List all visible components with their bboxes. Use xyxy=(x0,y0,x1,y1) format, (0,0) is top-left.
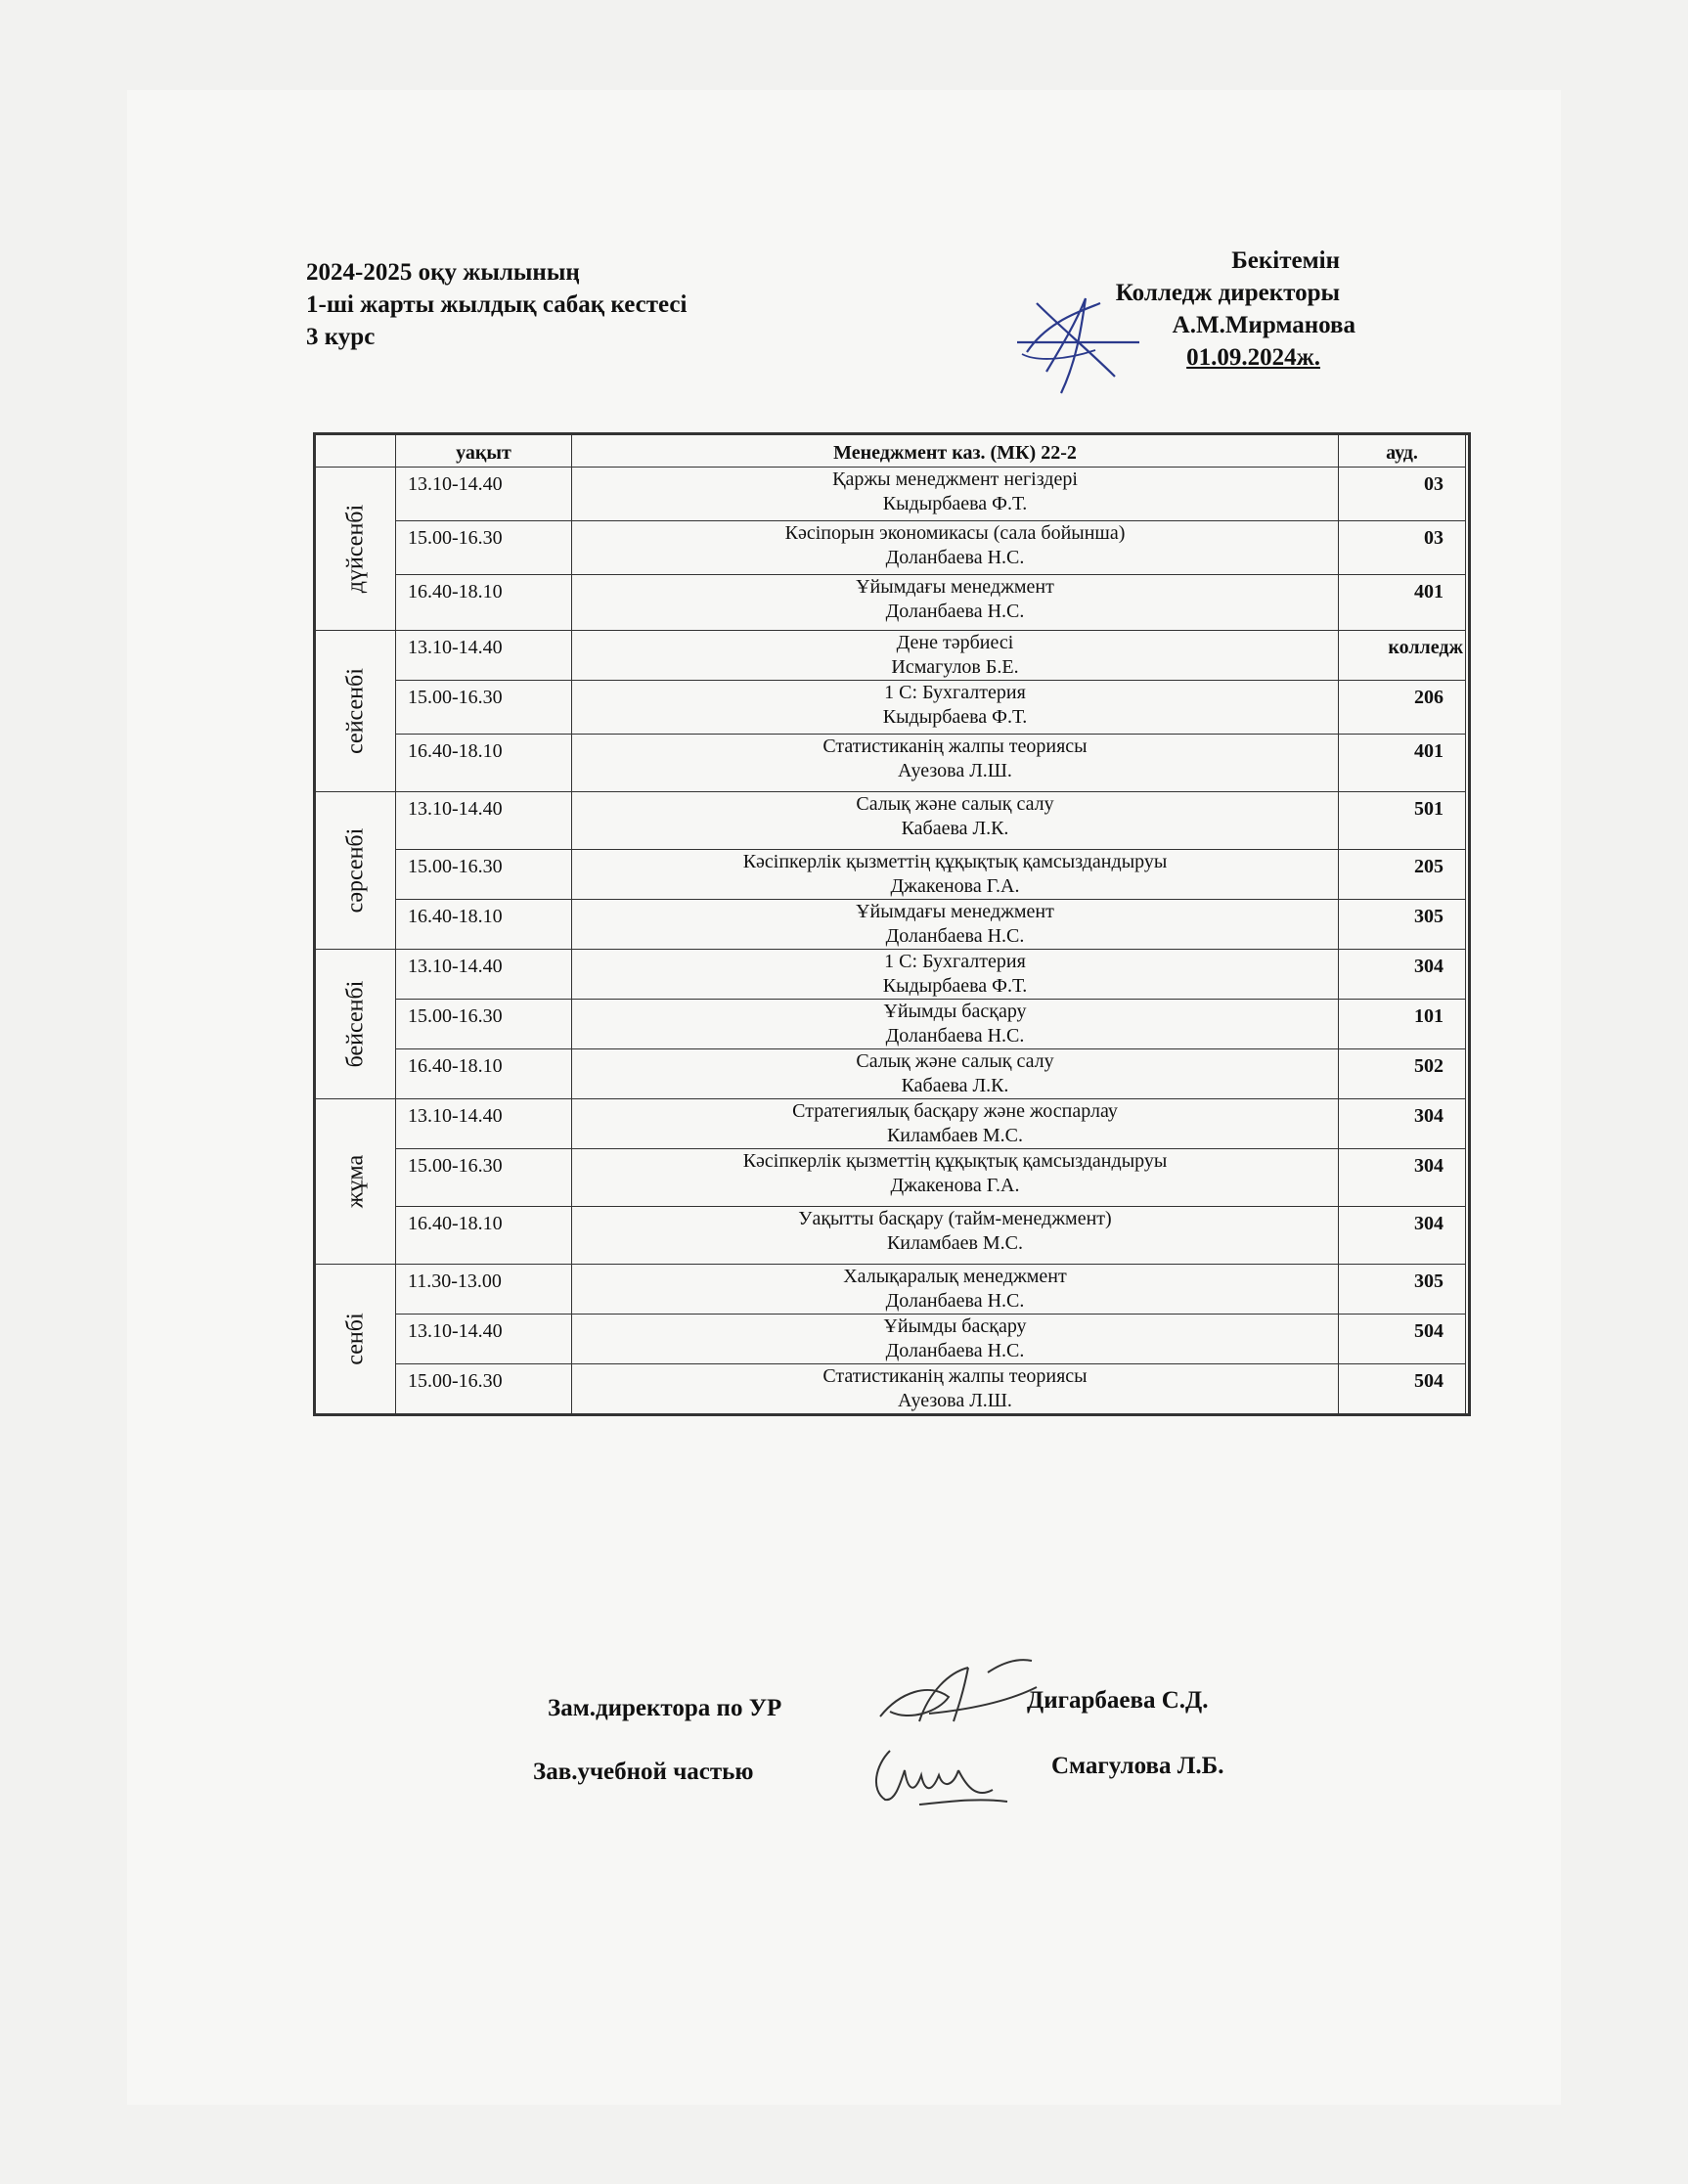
day-cell xyxy=(316,1099,396,1265)
lesson-teacher: Доланбаева Н.С. xyxy=(885,1340,1025,1361)
day-label: дүйсенбі xyxy=(342,504,368,594)
lesson-teacher: Кыдырбаева Ф.Т. xyxy=(882,493,1028,514)
lesson-cell xyxy=(572,792,1339,850)
header-group: Менеджмент каз. (МК) 22-2 xyxy=(572,435,1339,468)
lesson-subject: Ұйымдағы менеджмент xyxy=(856,901,1054,922)
lesson-room: 504 xyxy=(1339,1315,1466,1364)
lesson-subject: Салық және салық салу xyxy=(856,1050,1054,1072)
lesson-cell xyxy=(572,1315,1339,1364)
schedule-body xyxy=(316,468,1466,1414)
lesson-teacher: Доланбаева Н.С. xyxy=(885,601,1025,622)
director-title: Колледж директоры xyxy=(1115,280,1340,306)
lesson-time: 15.00-16.30 xyxy=(396,521,572,575)
lesson-subject: Халықаралық менеджмент xyxy=(843,1266,1067,1287)
lesson-time: 13.10-14.40 xyxy=(396,792,572,850)
table-row xyxy=(316,792,1466,850)
table-row xyxy=(316,681,1466,735)
lesson-cell xyxy=(572,950,1339,1000)
lesson-teacher: Ауезова Л.Ш. xyxy=(898,1390,1012,1411)
day-label: жұма xyxy=(342,1154,368,1209)
lesson-teacher: Кыдырбаева Ф.Т. xyxy=(882,706,1028,728)
lesson-subject: 1 С: Бухгалтерия xyxy=(884,951,1026,972)
table-row xyxy=(316,1315,1466,1364)
lesson-cell xyxy=(572,1049,1339,1099)
lesson-subject: Кәсіпкерлік қызметтің құқықтық қамсыздандыруы xyxy=(742,851,1168,872)
lesson-room: 304 xyxy=(1339,1099,1466,1149)
header-time: уақыт xyxy=(396,435,572,468)
table-row xyxy=(316,1364,1466,1414)
lesson-time: 16.40-18.10 xyxy=(396,900,572,950)
lesson-subject: Ұйымдағы менеджмент xyxy=(856,576,1054,598)
lesson-room: 504 xyxy=(1339,1364,1466,1414)
lesson-subject: Ұйымды басқару xyxy=(883,1001,1027,1022)
table-row xyxy=(316,1207,1466,1265)
lesson-teacher: Киламбаев М.С. xyxy=(886,1232,1024,1254)
day-label: сейсенбі xyxy=(342,668,368,754)
lesson-time: 16.40-18.10 xyxy=(396,1049,572,1099)
lesson-cell xyxy=(572,1364,1339,1414)
lesson-room: 03 xyxy=(1339,468,1466,521)
lesson-teacher: Джакенова Г.А. xyxy=(890,1175,1020,1196)
lesson-teacher: Доланбаева Н.С. xyxy=(885,547,1025,568)
table-row xyxy=(316,950,1466,1000)
lesson-subject: Стратегиялық басқару және жоспарлау xyxy=(792,1100,1118,1122)
director-signature-icon xyxy=(1007,284,1144,401)
lesson-time: 15.00-16.30 xyxy=(396,681,572,735)
lesson-cell xyxy=(572,735,1339,792)
lesson-teacher: Киламбаев М.С. xyxy=(886,1125,1024,1146)
table-row xyxy=(316,631,1466,681)
day-label: сәрсенбі xyxy=(342,827,368,914)
lesson-cell xyxy=(572,1000,1339,1049)
lesson-room: 03 xyxy=(1339,521,1466,575)
lesson-cell xyxy=(572,1265,1339,1315)
table-row xyxy=(316,735,1466,792)
lesson-room: 401 xyxy=(1339,735,1466,792)
lesson-teacher: Ауезова Л.Ш. xyxy=(898,760,1012,781)
lesson-room: 101 xyxy=(1339,1000,1466,1049)
table-row xyxy=(316,1099,1466,1149)
day-label: бейсенбі xyxy=(342,980,368,1068)
lesson-subject: Статистиканің жалпы теориясы xyxy=(822,1365,1088,1387)
day-cell xyxy=(316,950,396,1099)
lesson-cell xyxy=(572,850,1339,900)
lesson-room: 502 xyxy=(1339,1049,1466,1099)
lesson-subject: Дене тәрбиесі xyxy=(896,632,1014,653)
lesson-time: 13.10-14.40 xyxy=(396,1099,572,1149)
lesson-teacher: Исмагулов Б.Е. xyxy=(891,656,1019,678)
director-name: А.М.Мирманова xyxy=(1172,312,1355,338)
table-row xyxy=(316,521,1466,575)
lesson-time: 15.00-16.30 xyxy=(396,1000,572,1049)
lesson-subject: Статистиканің жалпы теориясы xyxy=(822,735,1088,757)
lesson-teacher: Доланбаева Н.С. xyxy=(885,925,1025,947)
lesson-room: 304 xyxy=(1339,1207,1466,1265)
lesson-cell xyxy=(572,468,1339,521)
deputy-name: Дигарбаева С.Д. xyxy=(1027,1687,1209,1714)
day-cell xyxy=(316,792,396,950)
lesson-time: 13.10-14.40 xyxy=(396,950,572,1000)
table-header-row xyxy=(316,435,1466,468)
lesson-subject: 1 С: Бухгалтерия xyxy=(884,682,1026,703)
lesson-room: 206 xyxy=(1339,681,1466,735)
title-line-course: 3 курс xyxy=(306,324,376,350)
lesson-room: 401 xyxy=(1339,575,1466,631)
deputy-title: Зам.директора по УР xyxy=(548,1695,782,1721)
lesson-cell xyxy=(572,575,1339,631)
lesson-room: 501 xyxy=(1339,792,1466,850)
lesson-room: 305 xyxy=(1339,900,1466,950)
lesson-teacher: Доланбаева Н.С. xyxy=(885,1290,1025,1312)
lesson-cell xyxy=(572,631,1339,681)
lesson-room: 205 xyxy=(1339,850,1466,900)
lesson-cell xyxy=(572,900,1339,950)
lesson-subject: Кәсіпкерлік қызметтің құқықтық қамсыздандыруы xyxy=(742,1150,1168,1172)
header-room: ауд. xyxy=(1339,435,1466,468)
head-signature-icon xyxy=(861,1731,1027,1819)
table-row xyxy=(316,575,1466,631)
table-row xyxy=(316,468,1466,521)
day-cell xyxy=(316,468,396,631)
table-row xyxy=(316,1049,1466,1099)
day-cell xyxy=(316,1265,396,1414)
lesson-subject: Ұйымды басқару xyxy=(883,1315,1027,1337)
lesson-subject: Қаржы менеджмент негіздері xyxy=(832,468,1078,490)
lesson-time: 15.00-16.30 xyxy=(396,1364,572,1414)
lesson-subject: Кәсіпорын экономикасы (сала бойынша) xyxy=(784,522,1126,544)
lesson-time: 11.30-13.00 xyxy=(396,1265,572,1315)
lesson-room: 304 xyxy=(1339,1149,1466,1207)
lesson-room: 305 xyxy=(1339,1265,1466,1315)
schedule-title-block xyxy=(306,256,687,353)
table-row xyxy=(316,1149,1466,1207)
head-name: Смагулова Л.Б. xyxy=(1051,1753,1224,1779)
lesson-subject: Салық және салық салу xyxy=(856,793,1054,815)
day-cell xyxy=(316,631,396,792)
table-row xyxy=(316,1000,1466,1049)
lesson-time: 13.10-14.40 xyxy=(396,468,572,521)
table-row xyxy=(316,900,1466,950)
lesson-subject: Уақытты басқару (тайм-менеджмент) xyxy=(798,1208,1112,1229)
title-line-semester: 1-ші жарты жылдық сабақ кестесі xyxy=(306,291,688,318)
table-row xyxy=(316,850,1466,900)
day-label: сенбі xyxy=(342,1313,368,1365)
schedule-table xyxy=(315,434,1466,1414)
table-row xyxy=(316,1265,1466,1315)
approval-label: Бекітемін xyxy=(1231,247,1340,274)
approval-date: 01.09.2024ж. xyxy=(1186,344,1320,371)
lesson-teacher: Джакенова Г.А. xyxy=(890,875,1020,897)
head-title: Зав.учебной частью xyxy=(533,1759,754,1785)
lesson-time: 13.10-14.40 xyxy=(396,631,572,681)
lesson-cell xyxy=(572,1099,1339,1149)
lesson-teacher: Кыдырбаева Ф.Т. xyxy=(882,975,1028,997)
title-line-year: 2024-2025 оқу жылының xyxy=(306,259,580,286)
lesson-time: 16.40-18.10 xyxy=(396,735,572,792)
deputy-signature-icon xyxy=(870,1653,1046,1741)
lesson-cell xyxy=(572,681,1339,735)
lesson-room: 304 xyxy=(1339,950,1466,1000)
lesson-teacher: Кабаева Л.К. xyxy=(901,1075,1009,1096)
lesson-teacher: Доланбаева Н.С. xyxy=(885,1025,1025,1047)
lesson-time: 15.00-16.30 xyxy=(396,850,572,900)
lesson-room: колледж xyxy=(1339,631,1466,681)
lesson-time: 16.40-18.10 xyxy=(396,1207,572,1265)
lesson-time: 15.00-16.30 xyxy=(396,1149,572,1207)
lesson-cell xyxy=(572,1149,1339,1207)
header-day-cell xyxy=(316,435,396,468)
lesson-cell xyxy=(572,1207,1339,1265)
lesson-time: 13.10-14.40 xyxy=(396,1315,572,1364)
lesson-cell xyxy=(572,521,1339,575)
lesson-teacher: Кабаева Л.К. xyxy=(901,818,1009,839)
lesson-time: 16.40-18.10 xyxy=(396,575,572,631)
